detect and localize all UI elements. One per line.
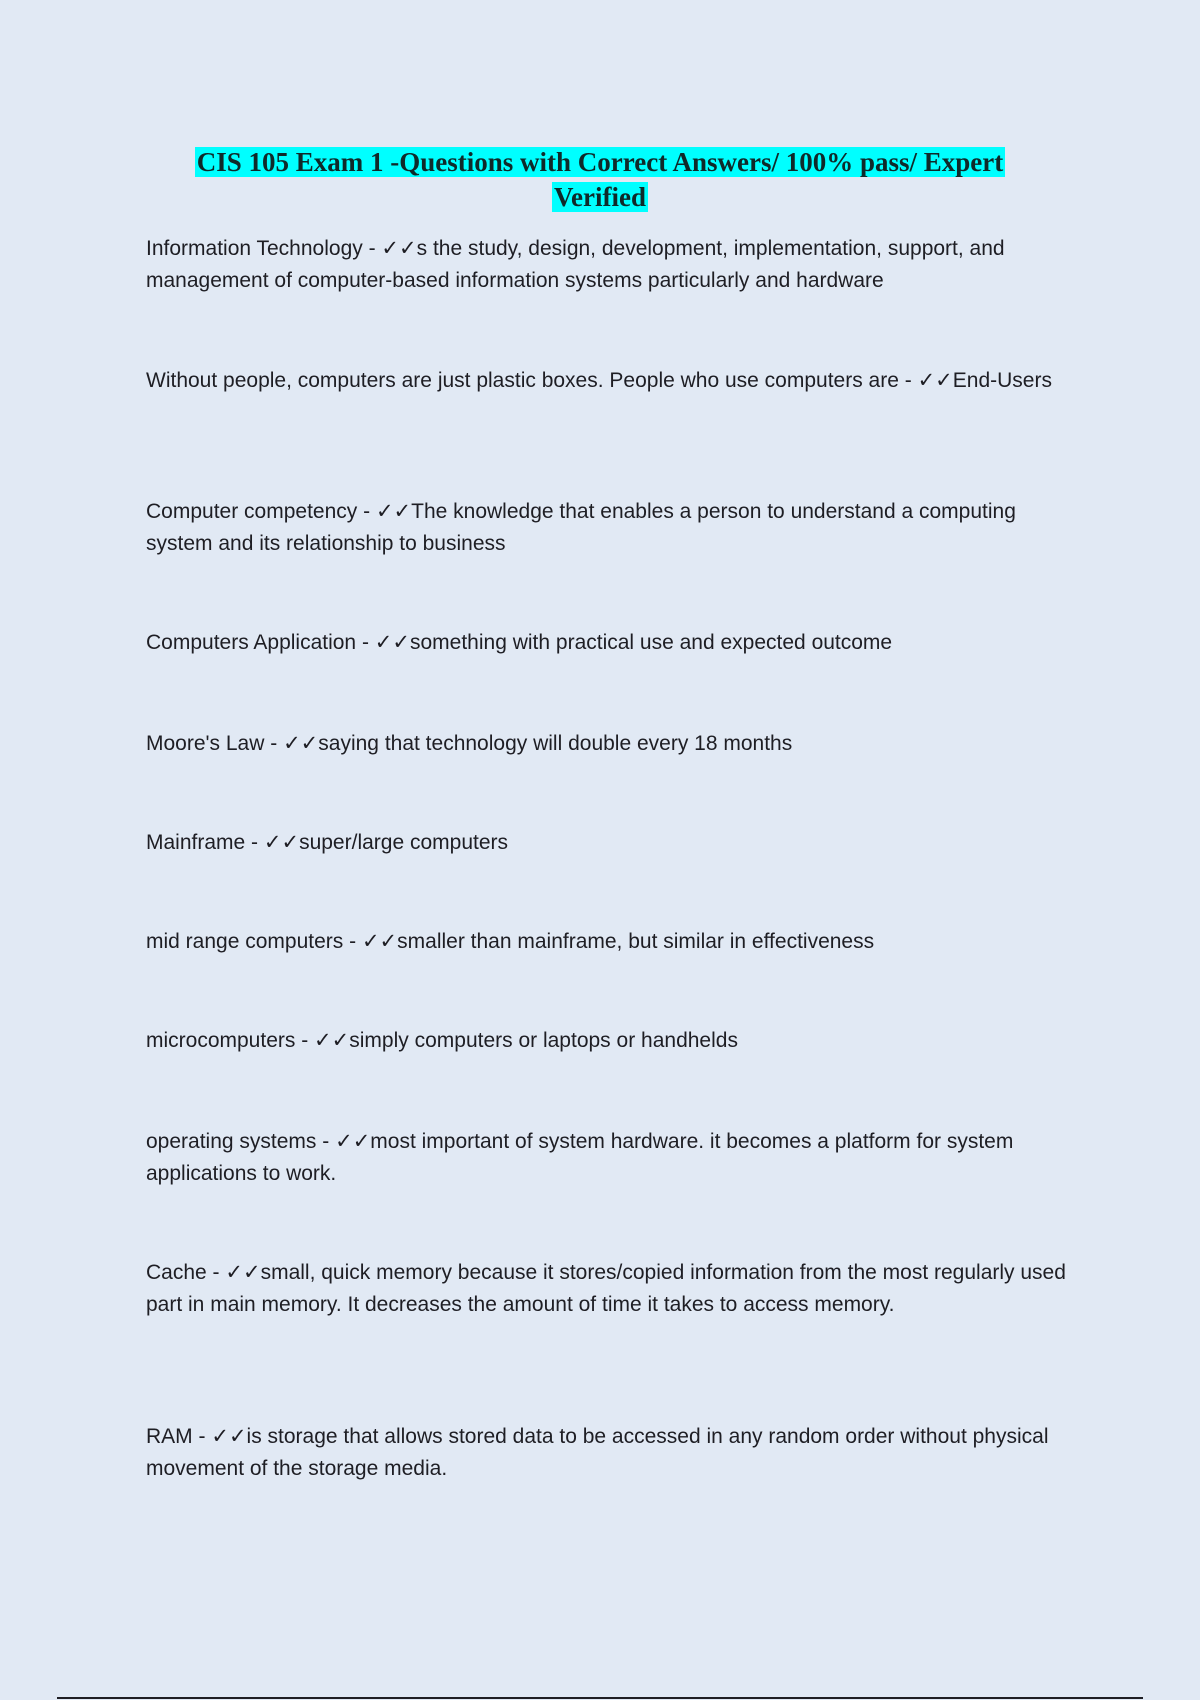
entry-separator: -: [343, 930, 362, 953]
entry-term: Cache: [146, 1261, 207, 1284]
double-check-icon: ✓✓: [314, 1029, 350, 1052]
double-check-icon: ✓✓: [283, 732, 319, 755]
entry-term: Without people, computers are just plastic boxes. People who use computers are: [146, 369, 899, 392]
entry-definition: The knowledge that enables a person to understand a computing system and its relationship to business: [146, 500, 1016, 555]
double-check-icon: ✓✓: [381, 237, 417, 260]
entry-term: microcomputers: [146, 1029, 296, 1052]
entry-mainframe: [146, 827, 1066, 859]
double-check-icon: ✓✓: [361, 930, 398, 953]
title-block: [150, 145, 1050, 215]
double-check-icon: ✓✓: [335, 1130, 371, 1153]
entry-end-users: [146, 365, 1066, 397]
entry-definition: something with practical use and expected outcome: [410, 631, 893, 654]
entry-mid-range-computers: [146, 926, 1066, 958]
entry-term: Computer competency: [146, 500, 358, 523]
footer-divider: [57, 1697, 1143, 1699]
entry-term: Information Technology: [146, 237, 363, 260]
entry-information-technology: [146, 233, 1066, 297]
double-check-icon: ✓✓: [917, 369, 953, 392]
entry-term: Moore's Law: [146, 732, 265, 755]
entry-definition: super/large computers: [299, 831, 509, 854]
entry-separator: -: [192, 1425, 212, 1448]
double-check-icon: ✓✓: [375, 500, 412, 523]
entry-definition: saying that technology will double every 18 months: [318, 732, 793, 755]
entry-term: operating systems: [146, 1130, 317, 1153]
entry-microcomputers: [146, 1025, 1066, 1057]
entry-term: Computers Application: [146, 631, 357, 654]
entry-separator: -: [206, 1261, 226, 1284]
entry-term: Mainframe: [146, 831, 246, 854]
entry-definition: smaller than mainframe, but similar in effectiveness: [397, 930, 875, 953]
entry-ram: [146, 1421, 1066, 1485]
entry-operating-systems: [146, 1126, 1066, 1190]
entry-cache: [146, 1257, 1066, 1321]
entry-separator: -: [356, 631, 375, 654]
double-check-icon: ✓✓: [374, 631, 410, 654]
entry-definition: small, quick memory because it stores/copied information from the most regularly used part in main memory. It decreases the amount of time it takes to access memory.: [146, 1261, 1066, 1316]
entry-separator: -: [357, 500, 376, 523]
entry-definition: End-Users: [952, 369, 1052, 392]
entry-definition: s the study, design, development, implementation, support, and management of computer-based information systems particularly and hardware: [146, 237, 1005, 292]
entry-separator: -: [362, 237, 382, 260]
entry-moores-law: [146, 728, 1066, 760]
double-check-icon: ✓✓: [263, 831, 300, 854]
double-check-icon: ✓✓: [225, 1261, 261, 1284]
entry-definition: most important of system hardware. it becomes a platform for system applications to work.: [146, 1130, 1014, 1185]
entry-computers-application: [146, 627, 1066, 659]
entry-term: RAM: [146, 1425, 193, 1448]
entry-definition: simply computers or laptops or handhelds: [349, 1029, 738, 1052]
entry-computer-competency: [146, 496, 1066, 560]
entry-separator: -: [245, 831, 264, 854]
double-check-icon: ✓✓: [211, 1425, 247, 1448]
entry-term: mid range computers: [146, 930, 344, 953]
entry-separator: -: [898, 369, 918, 392]
entry-separator: -: [295, 1029, 315, 1052]
entry-definition: is storage that allows stored data to be accessed in any random order without physical movement of the storage media.: [146, 1425, 1049, 1480]
page-title: CIS 105 Exam 1 -Questions with Correct Answers/ 100% pass/ Expert Verified: [196, 147, 1004, 212]
entry-separator: -: [264, 732, 284, 755]
entry-separator: -: [316, 1130, 336, 1153]
